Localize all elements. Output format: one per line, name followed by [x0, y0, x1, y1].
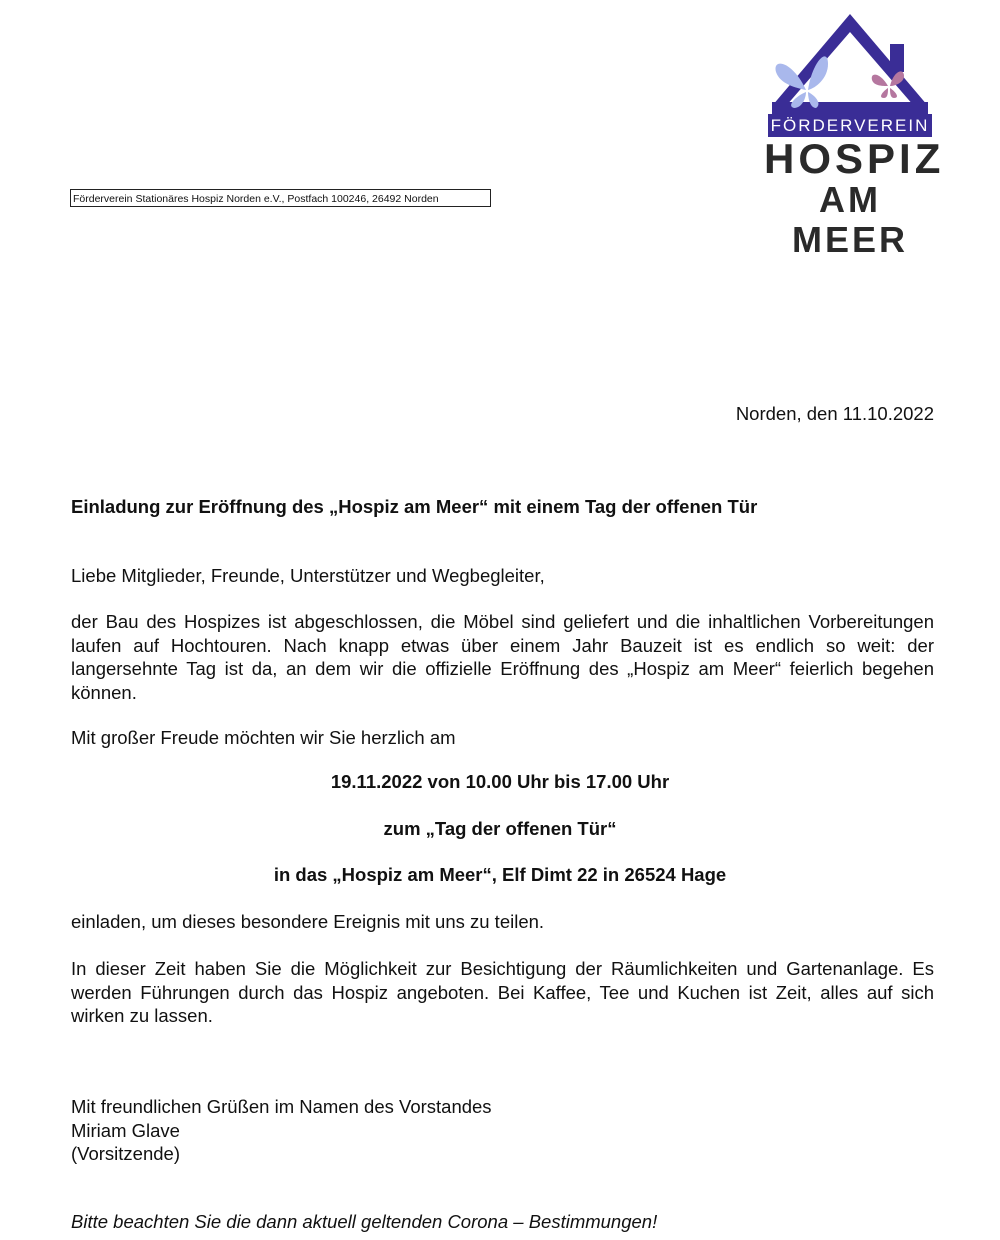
closing-regards: Mit freundlichen Grüßen im Namen des Vorstandes: [71, 1096, 492, 1117]
logo-subtitle: AM MEER: [791, 179, 908, 260]
signer-role: (Vorsitzende): [71, 1143, 180, 1164]
paragraph-intro: der Bau des Hospizes ist abgeschlossen, die Möbel sind geliefert und die inhaltlichen Vorbereitungen laufen auf Hochtouren. Nach knapp etwas über einem Jahr Bauzeit ist es endlich so weit: der langersehnte Tag ist da, an dem wir die offizielle Eröffnung des „Hospiz am Meer“ feierlich begehen können.: [71, 611, 934, 703]
signer-name: Miriam Glave: [71, 1119, 180, 1141]
logo-banner: FÖRDERVEREIN: [768, 114, 932, 137]
corona-note: Bitte beachten Sie die dann aktuell geltenden Corona – Bestimmungen!: [71, 1211, 658, 1232]
paragraph-invite: Mit großer Freude möchten wir Sie herzlich am: [71, 727, 456, 748]
event-datetime: 19.11.2022 von 10.00 Uhr bis 17.00 Uhr: [330, 771, 670, 792]
paragraph-details: In dieser Zeit haben Sie die Möglichkeit zur Besichtigung der Räumlichkeiten und Gartenanlage. Es werden Führungen durch das Hospiz angeboten. Bei Kaffee, Tee und Kuchen ist Zeit, alles auf sich wirken zu lassen.: [71, 958, 934, 1026]
letter-subject: Einladung zur Eröffnung des „Hospiz am Meer“ mit einem Tag der offenen Tür: [71, 496, 758, 517]
letter-date: Norden, den 11.10.2022: [735, 403, 934, 424]
greeting: Liebe Mitglieder, Freunde, Unterstützer und Wegbegleiter,: [71, 565, 545, 586]
closing-block: [71, 1095, 492, 1166]
event-location: in das „Hospiz am Meer“, Elf Dimt 22 in 26524 Hage: [273, 864, 727, 885]
logo: [762, 10, 945, 260]
logo-title: HOSPIZ: [764, 135, 945, 182]
sender-address: Förderverein Stationäres Hospiz Norden e.V., Postfach 100246, 26492 Norden: [70, 189, 491, 207]
house-logo-icon: [762, 10, 938, 120]
paragraph-invite-end: einladen, um dieses besondere Ereignis mit uns zu teilen.: [71, 911, 545, 932]
event-title: zum „Tag der offenen Tür“: [383, 818, 617, 839]
